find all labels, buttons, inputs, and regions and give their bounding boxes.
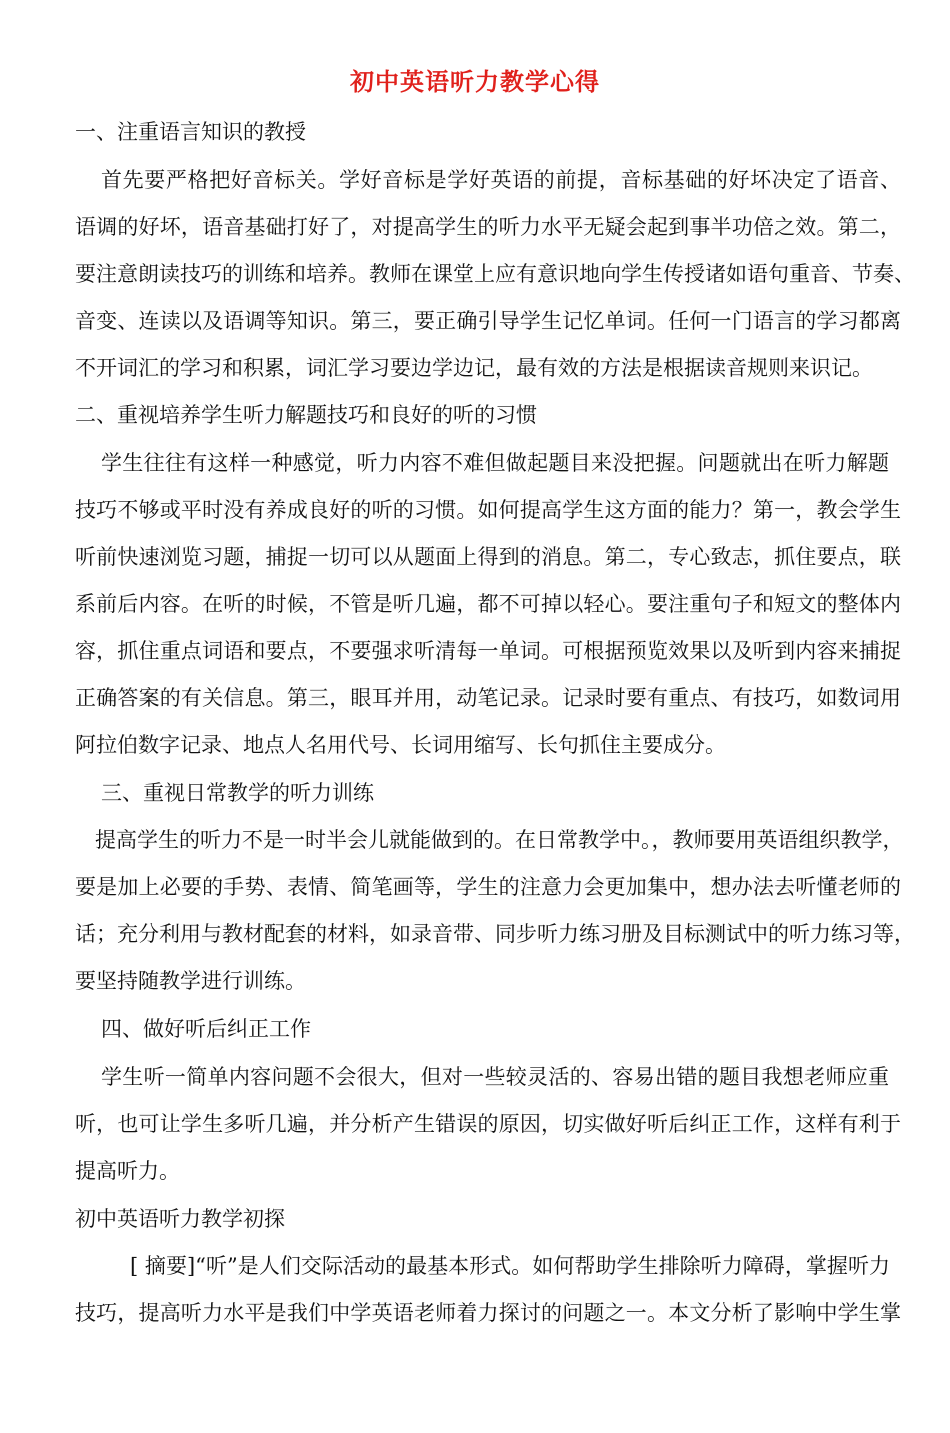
paragraph-line: 要是加上必要的手势、表情、简笔画等，学生的注意力会更加集中，想办法去听懂老师的 bbox=[75, 875, 901, 899]
paragraph-line: 要注意朗读技巧的训练和培养。教师在课堂上应有意识地向学生传授诸如语句重音、节奏、 bbox=[75, 262, 915, 286]
subtitle: 初中英语听力教学初探 bbox=[75, 1207, 285, 1231]
paragraph-line: 音变、连读以及语调等知识。第三，要正确引导学生记忆单词。任何一门语言的学习都离 bbox=[75, 309, 901, 333]
paragraph-line: 不开词汇的学习和积累，词汇学习要边学边记，最有效的方法是根据读音规则来识记。 bbox=[75, 356, 873, 380]
section-heading-4: 四、做好听后纠正工作 bbox=[101, 1017, 311, 1041]
paragraph-line: 话；充分利用与教材配套的材料，如录音带、同步听力练习册及目标测试中的听力练习等， bbox=[75, 922, 915, 946]
paragraph-line: 听前快速浏览习题，捕捉一切可以从题面上得到的消息。第二，专心致志，抓住要点，联 bbox=[75, 545, 901, 569]
section-heading-1: 一、注重语言知识的教授 bbox=[75, 120, 306, 144]
paragraph-line: 正确答案的有关信息。第三，眼耳并用，动笔记录。记录时要有重点、有技巧，如数词用 bbox=[75, 686, 901, 710]
paragraph-line: 听，也可让学生多听几遍，并分析产生错误的原因，切实做好听后纠正工作，这样有利于 bbox=[75, 1112, 901, 1136]
paragraph-line: 容，抓住重点词语和要点，不要强求听清每一单词。可根据预览效果以及听到内容来捕捉 bbox=[75, 639, 901, 663]
section-heading-3: 三、重视日常教学的听力训练 bbox=[101, 781, 374, 805]
document-title: 初中英语听力教学心得 bbox=[350, 67, 600, 96]
paragraph-line: 技巧不够或平时没有养成良好的听的习惯。如何提高学生这方面的能力？第一，教会学生 bbox=[75, 498, 901, 522]
abstract-line: 技巧，提高听力水平是我们中学英语老师着力探讨的问题之一。本文分析了影响中学生掌 bbox=[75, 1301, 901, 1325]
paragraph-line: 提高听力。 bbox=[75, 1159, 180, 1183]
paragraph-line: 学生听一简单内容问题不会很大，但对一些较灵活的、容易出错的题目我想老师应重 bbox=[101, 1065, 889, 1089]
paragraph-line: 系前后内容。在听的时候，不管是听几遍，都不可掉以轻心。要注重句子和短文的整体内 bbox=[75, 592, 901, 616]
abstract-line: [ 摘要]“听”是人们交际活动的最基本形式。如何帮助学生排除听力障碍，掌握听力 bbox=[130, 1254, 890, 1278]
paragraph-line: 语调的好坏，语音基础打好了，对提高学生的听力水平无疑会起到事半功倍之效。第二， bbox=[75, 215, 901, 239]
paragraph-line: 提高学生的听力不是一时半会儿就能做到的。在日常教学中。，教师要用英语组织教学， bbox=[95, 828, 904, 852]
paragraph-line: 阿拉伯数字记录、地点人名用代号、长词用缩写、长句抓住主要成分。 bbox=[75, 733, 726, 757]
paragraph-line: 学生往往有这样一种感觉，听力内容不难但做起题目来没把握。问题就出在听力解题 bbox=[101, 451, 889, 475]
paragraph-line: 首先要严格把好音标关。学好音标是学好英语的前提，音标基础的好坏决定了语音、 bbox=[101, 168, 901, 192]
paragraph-line: 要坚持随教学进行训练。 bbox=[75, 969, 306, 993]
section-heading-2: 二、重视培养学生听力解题技巧和良好的听的习惯 bbox=[75, 403, 537, 427]
